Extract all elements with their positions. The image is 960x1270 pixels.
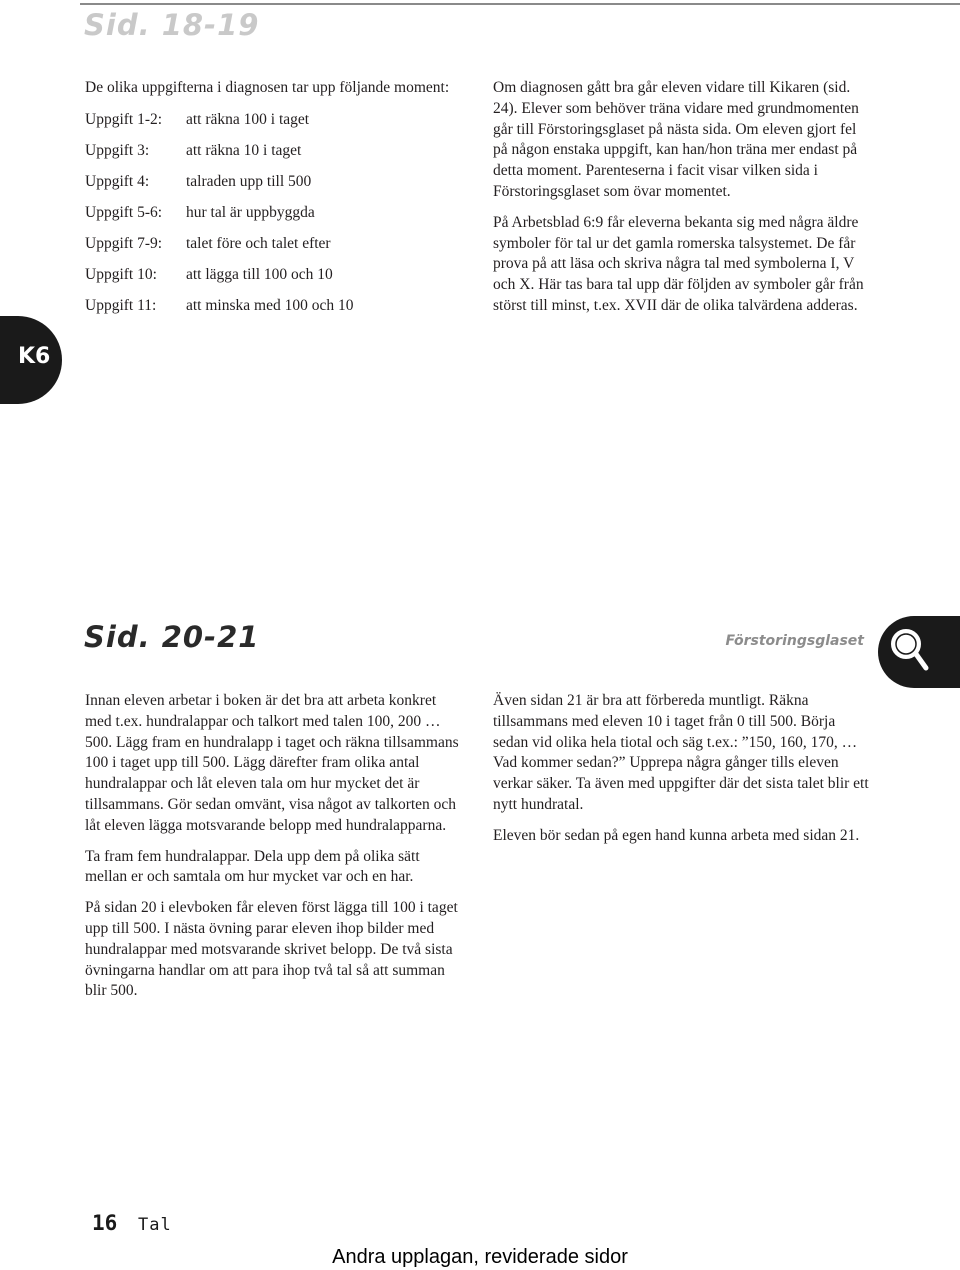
paragraph: Eleven bör sedan på egen hand kunna arbeta med sidan 21. xyxy=(493,826,860,844)
task-row xyxy=(85,265,455,296)
task-text: talet före och talet efter xyxy=(186,234,331,252)
diagnosis-notes-column xyxy=(493,78,868,327)
paragraph: Innan eleven arbetar i boken är det bra att arbeta konkret med t.ex. hundralappar och talkort med talen 100, 200 … 500. Lägg fram en hundralapp i taget och räkna tillsammans 100 i taget upp till 500. Lägg därefter fram olika antal hundralappar och låt eleven tala om hur mycket det är tillsammans. Gör sedan omvänt, visa något av talkorten och låt eleven lägga motsvarande belopp med hundralapparna. xyxy=(85,692,459,834)
task-text: att lägga till 100 och 10 xyxy=(186,265,333,283)
task-row xyxy=(85,141,455,172)
task-label: Uppgift 4: xyxy=(85,172,150,190)
top-rule xyxy=(80,3,960,5)
task-list xyxy=(85,110,455,327)
paragraph: På sidan 20 i elevboken får eleven först lägga till 100 i taget upp till 500. I nästa övning parar eleven ihop bilder med hundralappar med motsvarande skrivet belopp. De två sista övningarna handlar om att para ihop två tal så att summan blir 500. xyxy=(85,899,458,1000)
task-row xyxy=(85,296,455,327)
chapter-tab-label: K6 xyxy=(18,344,51,369)
section-heading-18-19: Sid. 18-19 xyxy=(84,8,260,42)
diagnosis-column xyxy=(85,78,455,327)
magnifier-badge xyxy=(878,616,960,688)
chapter-name: Tal xyxy=(138,1215,172,1235)
paragraph: Om diagnosen gått bra går eleven vidare till Kikaren (sid. 24). Elever som behöver träna vidare med grundmomenten går till Förstoringsglaset på nästa sida. Om eleven gjort fel på någon enstaka uppgift, kan han/hon träna mer endast på detta moment. Parenteserna i facit visar vilken sida i Förstoringsglaset som övar momentet. xyxy=(493,79,859,200)
task-text: att räkna 10 i taget xyxy=(186,141,302,159)
task-label: Uppgift 11: xyxy=(85,296,157,314)
task-text: hur tal är uppbyggda xyxy=(186,203,315,221)
task-row xyxy=(85,172,455,203)
task-text: talraden upp till 500 xyxy=(186,172,312,190)
task-label: Uppgift 7-9: xyxy=(85,234,163,252)
task-row xyxy=(85,110,455,141)
task-text: att räkna 100 i taget xyxy=(186,110,310,128)
section-heading-20-21: Sid. 20-21 xyxy=(84,620,260,654)
task-row xyxy=(85,234,455,265)
paragraph: Ta fram fem hundralappar. Dela upp dem på olika sätt mellan er och samtala om hur mycket var och en har. xyxy=(85,847,420,886)
edition-note: Andra upplagan, reviderade sidor xyxy=(332,1246,628,1268)
page-number: 16 xyxy=(92,1211,118,1235)
section-label: Förstoringsglaset xyxy=(725,633,864,649)
task-label: Uppgift 1-2: xyxy=(85,110,163,128)
magnifier-icon xyxy=(878,616,960,688)
task-label: Uppgift 5-6: xyxy=(85,203,163,221)
task-label: Uppgift 10: xyxy=(85,265,157,283)
magnifier-left-column xyxy=(85,691,465,1012)
task-label: Uppgift 3: xyxy=(85,141,150,159)
task-row xyxy=(85,203,455,234)
task-text: att minska med 100 och 10 xyxy=(186,296,354,314)
diagnosis-intro: De olika uppgifterna i diagnosen tar upp följande moment: xyxy=(85,79,450,96)
magnifier-right-column xyxy=(493,691,873,857)
paragraph: Även sidan 21 är bra att förbereda muntligt. Räkna tillsammans med eleven 10 i taget från 0 till 500. Börja sedan vid olika hela tiotal och säg t.ex.: ”150, 160, 170, … Vad kommer sedan?” Upprepa några gånger tills eleven verkar säker. Ta även med uppgifter där det sista talet blir ett nytt hundratal. xyxy=(493,692,869,813)
paragraph: På Arbetsblad 6:9 får eleverna bekanta sig med några äldre symboler för tal ur det gamla romerska talsystemet. De får prova på att läsa och skriva några tal med symbolerna I, V och X. Här tas bara tal upp där följden av symboler går från störst till minst, t.ex. XVII där de olika talvärdena adderas. xyxy=(493,213,864,314)
